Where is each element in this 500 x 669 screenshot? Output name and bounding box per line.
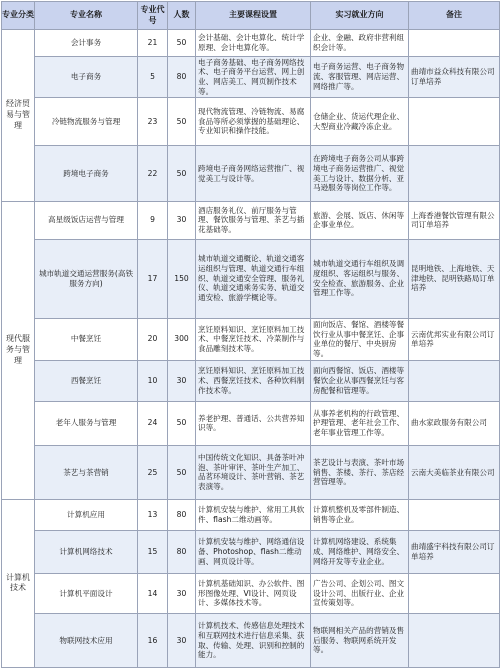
program-code: 21 bbox=[138, 30, 168, 57]
enrollment-count: 50 bbox=[168, 401, 196, 446]
enrollment-count: 30 bbox=[168, 202, 196, 239]
header-program-code: 专业代号 bbox=[138, 2, 168, 30]
category-cell: 经济贸易与管理 bbox=[2, 30, 35, 202]
enrollment-count: 150 bbox=[168, 239, 196, 318]
remarks: 曲靖市益众科技有限公司订单培养 bbox=[409, 57, 500, 97]
main-courses: 中国传统文化知识、具备茶叶冲泡、茶叶审评、茶叶生产加工、品茗环境设计、茶叶营销、茶艺表演等。 bbox=[196, 446, 311, 500]
table-row bbox=[2, 30, 500, 57]
program-name: 西餐烹饪 bbox=[35, 361, 138, 402]
table-row bbox=[2, 499, 500, 530]
program-code: 17 bbox=[138, 239, 168, 318]
program-name: 计算机平面设计 bbox=[35, 573, 138, 614]
program-code: 16 bbox=[138, 614, 168, 668]
main-courses: 计算机基础知识、办公软件、图形图像处理、VI设计、网页设计、多媒体技术等。 bbox=[196, 573, 311, 614]
internship-direction: 城市轨道交通行车组织及调度组织、客运组织与服务、安全检查、旅游服务、企业管理工作等。 bbox=[311, 239, 409, 318]
program-code: 14 bbox=[138, 573, 168, 614]
program-name: 会计事务 bbox=[35, 30, 138, 57]
remarks bbox=[409, 361, 500, 402]
program-name: 计算机应用 bbox=[35, 499, 138, 530]
enrollment-count: 30 bbox=[168, 361, 196, 402]
category-cell: 计算机技术 bbox=[2, 499, 35, 667]
remarks: 云南大美临茶业有限公司 bbox=[409, 446, 500, 500]
enrollment-count: 50 bbox=[168, 146, 196, 202]
program-code: 13 bbox=[138, 499, 168, 530]
main-courses: 酒店服务礼仪、前厅服务与管理、餐饮服务与管理、茶艺与插花基础等。 bbox=[196, 202, 311, 239]
main-courses: 电子商务基础、电子商务网络技术、电子商务平台运营、网上创业、网店美工、网页制作技术等。 bbox=[196, 57, 311, 97]
program-code: 9 bbox=[138, 202, 168, 239]
remarks: 曲水家政服务有限公司 bbox=[409, 401, 500, 446]
remarks bbox=[409, 146, 500, 202]
remarks bbox=[409, 499, 500, 530]
table-row bbox=[2, 446, 500, 500]
main-courses: 计算机安装与维护、常用工具软件、flash二维动画等。 bbox=[196, 499, 311, 530]
program-name: 计算机网络技术 bbox=[35, 531, 138, 574]
remarks: 昆明地铁、上海地铁、天津地铁、昆明铁路局订单培养 bbox=[409, 239, 500, 318]
header-remarks: 备注 bbox=[409, 2, 500, 30]
program-name: 物联网技术应用 bbox=[35, 614, 138, 668]
internship-direction: 从事养老机构的行政管理、护理管理、老年社会工作、老年事业管理工作等。 bbox=[311, 401, 409, 446]
program-name: 老年人服务与管理 bbox=[35, 401, 138, 446]
table-row bbox=[2, 146, 500, 202]
main-courses: 会计基础、会计电算化、统计学原理、会计电算化等。 bbox=[196, 30, 311, 57]
main-courses: 计算机安装与维护、网络通信设备、Photoshop、flash二维动画、网页设计等。 bbox=[196, 531, 311, 574]
program-code: 5 bbox=[138, 57, 168, 97]
main-courses: 烹饪原料知识、烹饪原料加工技术、中餐烹饪技术、冷菜制作与食品雕刻技术等。 bbox=[196, 318, 311, 361]
enrollment-count: 50 bbox=[168, 446, 196, 500]
enrollment-count: 80 bbox=[168, 531, 196, 574]
enrollment-count: 80 bbox=[168, 57, 196, 97]
program-name: 冷链物流服务与管理 bbox=[35, 97, 138, 146]
internship-direction: 广告公司、企划公司、图文设计公司、出版行业、企业宣传策划等。 bbox=[311, 573, 409, 614]
header-category: 专业分类 bbox=[2, 2, 35, 30]
program-name: 高星级饭店运营与管理 bbox=[35, 202, 138, 239]
enrollment-count: 50 bbox=[168, 30, 196, 57]
internship-direction: 旅游、会展、饭店、休闲等企事业单位。 bbox=[311, 202, 409, 239]
main-courses: 跨境电子商务网络运营推广、视觉美工与设计等。 bbox=[196, 146, 311, 202]
program-name: 电子商务 bbox=[35, 57, 138, 97]
remarks bbox=[409, 97, 500, 146]
table-header-row bbox=[2, 2, 500, 30]
table-row bbox=[2, 57, 500, 97]
program-name: 跨境电子商务 bbox=[35, 146, 138, 202]
table-row bbox=[2, 361, 500, 402]
header-main-courses: 主要课程设置 bbox=[196, 2, 311, 30]
enrollment-count: 80 bbox=[168, 499, 196, 530]
table-row bbox=[2, 202, 500, 239]
internship-direction: 计算机整机及零部件制造、销售等企业。 bbox=[311, 499, 409, 530]
internship-direction: 仓储企业、货运代理企业、大型商业冷藏冷冻企业。 bbox=[311, 97, 409, 146]
remarks bbox=[409, 573, 500, 614]
program-code: 25 bbox=[138, 446, 168, 500]
internship-direction: 企业、金融、政府非营利组织会计等。 bbox=[311, 30, 409, 57]
main-courses: 烹饪原料知识、烹饪原料加工技术、西餐烹饪技术、各种饮料制作技术等。 bbox=[196, 361, 311, 402]
table-row bbox=[2, 239, 500, 318]
program-code: 15 bbox=[138, 531, 168, 574]
enrollment-count: 300 bbox=[168, 318, 196, 361]
internship-direction: 面向饭店、餐馆、酒楼等餐饮行业从事中餐烹饪、企事业单位的餐厅、中央厨房等。 bbox=[311, 318, 409, 361]
main-courses: 计算机技术、传感信息处理技术和互联网技术进行信息采集、获取、传输、处理、识别和控制的能力。 bbox=[196, 614, 311, 668]
table-row bbox=[2, 614, 500, 668]
internship-direction: 物联网相关产品的营销及售后服务、物联网系统开发等。 bbox=[311, 614, 409, 668]
enrollment-count: 30 bbox=[168, 614, 196, 668]
header-enrollment-count: 人数 bbox=[168, 2, 196, 30]
table-row bbox=[2, 573, 500, 614]
header-internship-direction: 实习就业方向 bbox=[311, 2, 409, 30]
program-code: 24 bbox=[138, 401, 168, 446]
main-courses: 养老护理、普通话、公共营养知识等。 bbox=[196, 401, 311, 446]
program-code: 20 bbox=[138, 318, 168, 361]
remarks: 云南优邦实业有限公司订单培养 bbox=[409, 318, 500, 361]
remarks bbox=[409, 30, 500, 57]
internship-direction: 茶艺设计与表演、茶叶市场销售、茶楼、茶行、茶店经营管理等。 bbox=[311, 446, 409, 500]
table-row bbox=[2, 531, 500, 574]
table-row bbox=[2, 97, 500, 146]
remarks: 曲靖盛宇科技有限公司订单培养 bbox=[409, 531, 500, 574]
program-name: 茶艺与茶营销 bbox=[35, 446, 138, 500]
table-row bbox=[2, 318, 500, 361]
enrollment-count: 30 bbox=[168, 573, 196, 614]
program-code: 23 bbox=[138, 97, 168, 146]
program-code: 22 bbox=[138, 146, 168, 202]
main-courses: 现代物流管理、冷链物流、易腐食品等所必须掌握的基础理论、专业知识和操作技能。 bbox=[196, 97, 311, 146]
category-cell: 现代服务与管理 bbox=[2, 202, 35, 500]
program-name: 城市轨道交通运营服务(高铁服务方向) bbox=[35, 239, 138, 318]
program-name: 中餐烹饪 bbox=[35, 318, 138, 361]
program-table bbox=[1, 1, 500, 668]
header-program-name: 专业名称 bbox=[35, 2, 138, 30]
internship-direction: 面向西餐馆、饭店、酒楼等餐饮企业从事西餐烹饪与客房配餐和管理等。 bbox=[311, 361, 409, 402]
table-row bbox=[2, 401, 500, 446]
program-code: 10 bbox=[138, 361, 168, 402]
internship-direction: 电子商务运营、电子商务物流、客服管理、网店运营、网络推广等。 bbox=[311, 57, 409, 97]
remarks bbox=[409, 614, 500, 668]
remarks: 上海香港餐饮管理有限公司订单培养 bbox=[409, 202, 500, 239]
internship-direction: 在跨境电子商务公司从事跨境电子商务运营推广、视觉美工与设计、数据分析、亚马逊服务等岗位工作等。 bbox=[311, 146, 409, 202]
main-courses: 城市轨道交通概论、轨道交通客运组织与管理、轨道交通行车组织、轨道交通安全管理、服务礼仪、轨道交通乘务实务、轨道交通安检、旅游学概论等。 bbox=[196, 239, 311, 318]
enrollment-count: 50 bbox=[168, 97, 196, 146]
internship-direction: 计算机网络建设、系统集成、网络维护、网络安全、网络开发等专业企业。 bbox=[311, 531, 409, 574]
